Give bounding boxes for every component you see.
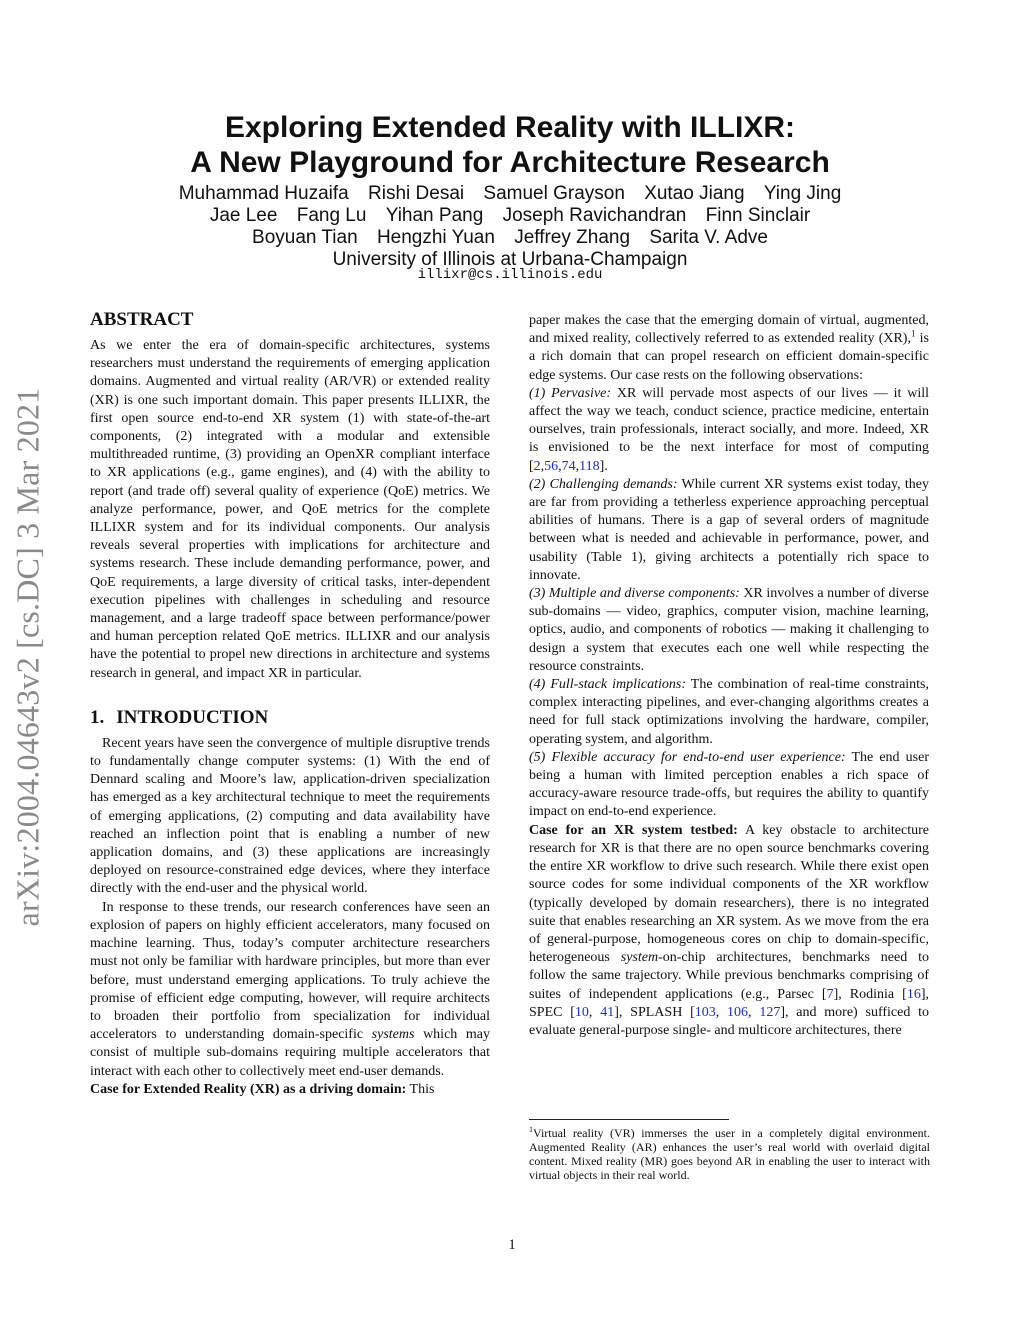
observation-2 — [529, 476, 929, 585]
observation-2-label: (2) Challenging demands: — [529, 476, 678, 492]
author-name: Ying Jing — [763, 183, 842, 204]
author-name: Rishi Desai — [368, 183, 465, 204]
observation-3 — [529, 585, 929, 676]
intro-paragraph-2-text: In response to these trends, our research conferences have seen an explosion of papers on highly efficient accelerators, many focused on machine learning. Thus, today’s computer architecture researchers must not only be familiar with hardware principles, but more than ever before, must understand emerging applications. To truly achieve the promise of efficient edge computing, however, will require architects to broaden their portfolio from specialization for individual accelerators to understanding domain-specific — [90, 899, 490, 1043]
observation-1-end: ]. — [599, 458, 608, 474]
testbed-text-splash: ], SPLASH [ — [614, 1004, 695, 1020]
intro-paragraph-2-tail: which may consist of multiple sub-domains requiring multiple accelerators that interact with each other to collectively meet end-user demands. — [90, 1027, 490, 1079]
section-number: 1. — [90, 706, 105, 728]
author-name: Samuel Grayson — [483, 183, 625, 204]
citation-link[interactable]: 106 — [727, 1004, 749, 1020]
footnote-number: 1 — [529, 1125, 533, 1134]
intro-continuation-tail: is a rich domain that can propel research on efficient domain-specific edge systems. Our case rests on the following observations: — [529, 331, 929, 383]
testbed-text: A key obstacle to architecture research for XR is that there are no open source benchmarks covering the entire XR workflow to drive such research. While there exist open source codes for some individual components of the XR workflow (typically developed by domain researchers), there is no integrated suite that enables researching an XR system. As we move from the era of general-purpose, homogeneous cores on chip to domain-specific, heterogeneous — [529, 822, 929, 966]
testbed-paragraph: Case for an XR system testbed: A key obstacle to architecture research for XR is that there are no open source benchmarks covering the entire XR workflow to drive such research. While there exist open source codes for some individual components of the XR workflow (typically developed by domain researchers), there is no integrated suite that enables researching an XR system. As we move from the era of general-purpose, homogeneous cores on chip to domain-specific, heterogeneous system-on-chip architectures, benchmarks need to follow the same trajectory. While previous benchmarks comprising of suites of independent applications (e.g., Parsec [7], Rodinia [16], SPEC [10, 41], SPLASH [103, 106, 127], and more) sufficed to evaluate general-purpose single- and multicore architectures, there — [529, 822, 930, 1038]
citation-link[interactable]: 127 — [759, 1004, 781, 1020]
observation-5 — [529, 749, 929, 822]
footnote-divider — [529, 1119, 729, 1120]
observation-5-label: (5) Flexible accuracy for end-to-end user experience: — [529, 749, 846, 765]
observation-2-text: While current XR systems exist today, they are far from providing a tetherless experience approaching perceptual abilities of humans. There is a gap of several orders of magnitude between what is needed and achievable in performance, power, and usability (Table 1), giving architects a potentially rich space to innovate. — [529, 476, 929, 583]
section-title: INTRODUCTION — [116, 706, 269, 728]
arxiv-identifier — [4, 352, 52, 962]
author-row-1 — [90, 183, 930, 205]
author-name: Xutao Jiang — [644, 183, 745, 204]
author-name: Fang Lu — [296, 205, 367, 226]
title-line-1: Exploring Extended Reality with ILLIXR: — [224, 111, 796, 144]
introduction-heading — [90, 707, 490, 729]
observation-5-text: The end user being a human with limited perception enables a rich space of accuracy-aware resource trade-offs, but requires the ability to quantify impact on end-to-end experience. — [529, 749, 929, 820]
observation-4-text: The combination of real-time constraints, complex interacting pipelines, and ever-changing algorithms creates a need for full stack optimizations involving the hardware, compiler, operating system, and algorithm. — [529, 677, 930, 747]
citation-link[interactable]: 74 — [561, 458, 576, 474]
observation-4-label: (4) Full-stack implications: — [529, 677, 687, 693]
affiliation: University of Illinois at Urbana-Champaign — [332, 249, 688, 270]
author-row-2 — [90, 205, 930, 227]
testbed-text-cont: -on-chip architectures, benchmarks need to follow the same trajectory. While previous benchmarks comprising of suites of independent applications (e.g., Parsec [ — [529, 950, 930, 1002]
citation-link[interactable]: 118 — [579, 458, 600, 474]
author-name: Joseph Ravichandran — [502, 205, 687, 226]
case-xr-heading: Case for Extended Reality (XR) as a driving domain: — [90, 1081, 407, 1097]
citation-link[interactable]: 103 — [694, 1004, 716, 1020]
author-name: Sarita V. Adve — [649, 227, 768, 248]
citation-link[interactable]: 56 — [544, 458, 559, 474]
testbed-text-end: ], and more) sufficed to evaluate general-purpose single- and multicore architectures, there — [529, 1004, 930, 1038]
citation-link[interactable]: 7 — [826, 986, 834, 1002]
title-line-2: A New Playground for Architecture Research — [190, 146, 830, 179]
paper-title — [90, 110, 930, 180]
citation-link[interactable]: 10 — [574, 1004, 589, 1020]
citation-link[interactable]: 41 — [600, 1004, 615, 1020]
author-name: Hengzhi Yuan — [376, 227, 495, 248]
intro-paragraph-1: Recent years have seen the convergence of multiple disruptive trends to fundamentally change computer systems: (1) With the end of Dennard scaling and Moore’s law, application-driven specialization has emerged as a key architectural technique to meet the requirements of emerging applications, (2) computing and data availability have reached an inflection point that is enabling a number of new application domains, and (3) these applications are increasingly deployed on resource-constrained edge devices, where they interface directly with the end-user and the physical world. — [90, 735, 490, 897]
observation-3-text: XR involves a number of diverse sub-domains — video, graphics, computer vision, machine learning, optics, audio, and components of robotics — making it challenging to design a system that executes each one well while respecting the resource constraints. — [529, 586, 929, 674]
author-name: Jae Lee — [209, 205, 278, 226]
author-name: Finn Sinclair — [705, 205, 811, 226]
footnote-text: Virtual reality (VR) immerses the user in a completely digital environment. Augmented Reality (AR) enhances the user’s real world with overlaid digital content. Mixed reality (MR) goes beyond AR in enabling the user to interact with virtual objects in their real world. — [529, 1126, 930, 1182]
emphasis-systems: systems — [371, 1027, 415, 1043]
intro-paragraph-2 — [90, 899, 490, 1081]
intro-continuation — [529, 312, 929, 385]
intro-continuation-text: paper makes the case that the emerging domain of virtual, augmented, and mixed reality, collectively referred to as extended reality (XR), — [529, 313, 929, 347]
citation-link[interactable]: 16 — [906, 986, 921, 1002]
footnote — [529, 1126, 930, 1182]
author-row-3 — [90, 227, 930, 249]
citation-link[interactable]: 2 — [533, 458, 541, 474]
page-number: 1 — [508, 1237, 516, 1253]
abstract-heading: ABSTRACT — [90, 309, 194, 330]
contact-email[interactable]: illixr@cs.illinois.edu — [417, 267, 603, 283]
observation-1-label: (1) Pervasive: — [529, 385, 612, 401]
author-name: Boyuan Tian — [252, 227, 358, 248]
abstract-text: As we enter the era of domain-specific architectures, systems researchers must understand the requirements of emerging application domains. Augmented and virtual reality (AR/VR) or extended reality (XR) is one such important domain. This paper presents ILLIXR, the first open source end-to-end XR system (1) with state-of-the-art components, (2) integrated with a modular and extensible multithreaded runtime, (3) providing an OpenXR compliant interface to XR applications (e.g., game engines), and (4) with the ability to report (and trade off) several quality of experience (QoE) metrics. We analyze performance, power, and QoE metrics for the complete ILLIXR system and for its individual components. Our analysis reveals several properties with implications for architecture and systems research. These include demanding performance, power, and QoE requirements, a large diversity of critical tasks, inter-dependent execution pipelines with challenges in scheduling and resource management, and a large tradeoff space between performance/power and human perception related QoE metrics. ILLIXR and our analysis have the potential to propel new directions in architecture and systems research in general, and impact XR in particular. — [90, 338, 490, 681]
right-column — [529, 312, 929, 1040]
observation-1-text: XR will pervade most aspects of our lives — it will affect the way we teach, conduct science, practice medicine, entertain ourselves, train professionals, interact socially, and more. Indeed, XR is envisioned to be the next interface for most of computing [ — [529, 385, 929, 474]
footnote-marker[interactable]: 1 — [910, 328, 916, 339]
observation-1: (1) Pervasive: XR will pervade most aspects of our lives — it will affect the way we teach, conduct science, practice medicine, entertain ourselves, train professionals, interact socially, and more. Indeed, XR is envisioned to be the next interface for most of computing [2,56,74,118]. — [529, 385, 929, 474]
author-name: Muhammad Huzaifa — [178, 183, 349, 204]
left-column — [90, 309, 490, 1099]
testbed-text-spec: ], SPEC [ — [529, 986, 930, 1020]
testbed-text-rodinia: ], Rodinia [ — [833, 986, 907, 1002]
observation-4 — [529, 676, 929, 749]
emphasis-system: system — [620, 950, 659, 966]
observation-3-label: (3) Multiple and diverse components: — [529, 586, 740, 602]
author-name: Yihan Pang — [385, 205, 484, 226]
case-xr-paragraph — [90, 1081, 490, 1099]
author-name: Jeffrey Zhang — [514, 227, 631, 248]
author-block — [90, 183, 930, 271]
arxiv-identifier-text: arXiv:2004.04643v2 [cs.DC] 3 Mar 2021 — [9, 387, 46, 927]
testbed-heading: Case for an XR system testbed: — [529, 822, 738, 838]
case-xr-text: This — [406, 1081, 435, 1097]
